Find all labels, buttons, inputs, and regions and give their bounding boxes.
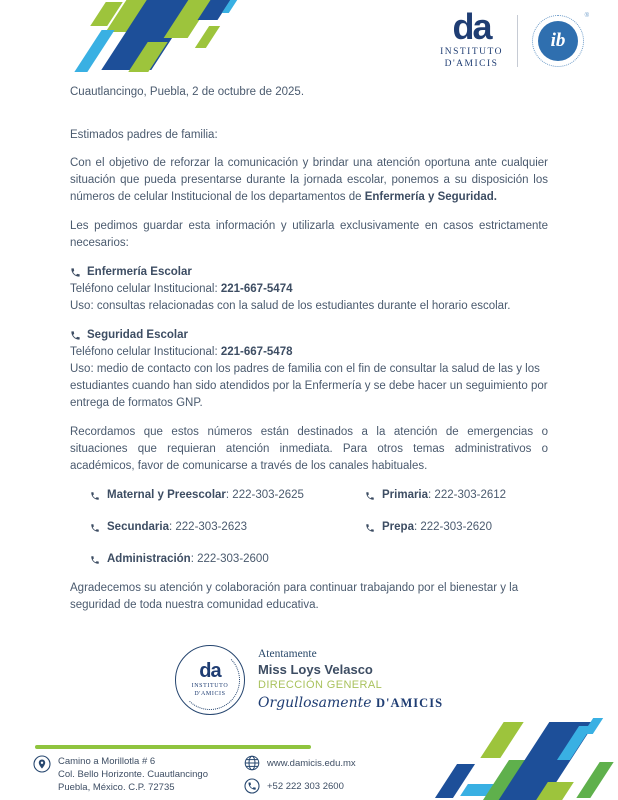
ib-world-school-logo — [532, 13, 589, 67]
department-section-seguridad — [70, 327, 548, 412]
contact-number: 222-303-2600 — [197, 553, 269, 565]
signer-role: DIRECCIÓN GENERAL — [257, 679, 383, 691]
department-phone-number: 221-667-5474 — [220, 283, 293, 295]
date-line: Cuautlancingo, Puebla, 2 de octubre de 2025. — [70, 86, 305, 98]
department-phone-line: Teléfono celular Institucional: 221-667-5474 — [70, 283, 293, 295]
school-logo-monogram: da — [452, 6, 491, 47]
decorative-stripes-bottom-right — [436, 718, 618, 800]
globe-icon — [244, 755, 260, 771]
registered-mark: ® — [584, 13, 589, 20]
footer — [33, 755, 356, 800]
seal-name: INSTITUTO D'AMICIS — [191, 683, 229, 697]
department-usage: Uso: medio de contacto con los padres de familia con el fin de consultar la salud de las y los estudiantes cuando han sido atendidos por la Enfermería y se debe hacer un seguimiento por entrega de formatos GNP. — [70, 363, 548, 409]
contact-label: Administración — [107, 553, 191, 565]
footer-contact — [244, 755, 356, 800]
footer-divider — [35, 745, 311, 749]
signature-seal — [175, 645, 245, 715]
phone-icon — [70, 267, 81, 278]
intro-paragraph: Con el objetivo de reforzar la comunicación y brindar una atención oportuna ante cualquier situación que pueda presentarse durante la jornada escolar, ponemos a su disposición los números de celular Institucional de los departamentos de Enfermería y Seguridad. — [70, 157, 548, 203]
request-paragraph: Les pedimos guardar esta información y utilizarla exclusivamente en casos estrictamente necesarios: — [70, 220, 548, 249]
contact-item: Primaria: 222-303-2612 — [365, 487, 548, 504]
department-title: Enfermería Escolar — [87, 266, 192, 278]
department-usage: Uso: consultas relacionadas con la salud de los estudiantes durante el horario escolar. — [70, 300, 511, 312]
seal-monogram: da — [199, 660, 221, 683]
salutation: Estimados padres de familia: — [70, 129, 218, 141]
footer-phone: +52 222 303 2600 — [266, 780, 344, 792]
contact-number: 222-303-2612 — [434, 489, 507, 501]
phone-circle-icon — [244, 778, 260, 794]
phone-icon — [90, 491, 100, 501]
contact-item: Secundaria: 222-303-2623 — [90, 519, 365, 536]
closing-paragraph: Agradecemos su atención y colaboración para continuar trabajando por el bienestar y la seguridad de toda nuestra comunidad educativa. — [70, 582, 519, 611]
signature-tagline: Orgullosamente D'AMICIS — [257, 695, 444, 711]
school-logo — [440, 6, 503, 70]
signature-salutation: Atentamente — [257, 648, 317, 660]
phone-icon — [90, 555, 100, 565]
contact-item: Prepa: 222-303-2620 — [365, 519, 548, 536]
decorative-stripes-top-left — [60, 0, 238, 80]
address-line: Camino a Morillotla # 6 — [58, 756, 156, 767]
contact-grid — [90, 487, 548, 568]
phone-icon — [365, 523, 375, 533]
contact-item: Administración: 222-303-2600 — [90, 551, 365, 568]
contact-label: Prepa — [382, 521, 414, 533]
address-line: Col. Bello Horizonte. Cuautlancingo — [58, 769, 208, 780]
footer-website: www.damicis.edu.mx — [266, 757, 356, 769]
ib-logo-monogram: ib — [538, 21, 578, 61]
reminder-paragraph: Recordamos que estos números están destinados a la atención de emergencias o situaciones que requieran atención inmediata. Para otros temas administrativos o académicos, favor de comunicarse a través de los canales habituales. — [70, 426, 548, 472]
contact-item: Maternal y Preescolar: 222-303-2625 — [90, 487, 365, 504]
contact-number: 222-303-2620 — [420, 521, 492, 533]
phone-icon — [365, 491, 375, 501]
contact-label: Maternal y Preescolar — [107, 489, 226, 501]
footer-address — [33, 755, 208, 800]
department-title: Seguridad Escolar — [87, 329, 188, 341]
department-section-enfermeria — [70, 264, 548, 315]
signature-text — [258, 645, 443, 713]
school-logo-name: INSTITUTO D'AMICIS — [440, 46, 503, 69]
phone-icon — [90, 523, 100, 533]
header-logos — [440, 6, 589, 70]
contact-label: Secundaria — [107, 521, 169, 533]
letter-body — [70, 84, 548, 626]
location-pin-icon — [33, 755, 51, 773]
contact-number: 222-303-2623 — [175, 521, 248, 533]
contact-number: 222-303-2625 — [232, 489, 304, 501]
address-line: Puebla, México. C.P. 72735 — [58, 782, 175, 793]
signer-name: Miss Loys Velasco — [257, 662, 373, 677]
logo-divider — [517, 15, 518, 67]
contact-label: Primaria — [382, 489, 429, 501]
intro-bold-text: Enfermería y Seguridad. — [364, 191, 497, 203]
signature-block — [0, 645, 618, 715]
department-phone-number: 221-667-5478 — [220, 346, 293, 358]
department-phone-line: Teléfono celular Institucional: 221-667-5478 — [70, 346, 293, 358]
phone-icon — [70, 330, 81, 341]
